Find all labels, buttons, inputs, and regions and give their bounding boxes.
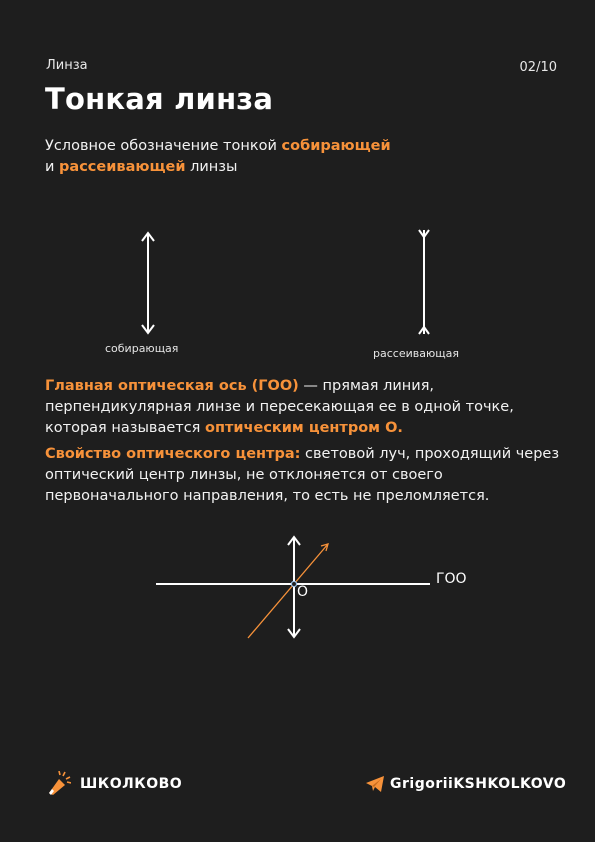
light-ray-line (248, 544, 328, 638)
intro-part-1: Условное обозначение тонкой (45, 138, 282, 154)
brand-name: ШКОЛКОВО (80, 776, 183, 792)
diverging-lens-label: рассеивающая (373, 347, 459, 360)
intro-text (45, 136, 545, 178)
page-title: Тонкая линза (45, 82, 274, 116)
optical-center-label: О (297, 584, 309, 600)
converging-lens-label: собирающая (105, 342, 179, 355)
topic-label: Линза (46, 58, 88, 73)
shkolkovo-logo-icon (45, 771, 71, 797)
converging-term: собирающей (281, 138, 391, 154)
telegram-icon (366, 776, 384, 792)
center-property (45, 444, 560, 507)
axis-text: — прямая линия, перпендикулярная линзе и пересекающая ее в одной точке, которая называется (45, 378, 514, 436)
intro-part-2: и (45, 159, 60, 175)
optical-center-point (291, 581, 296, 586)
diverging-term: рассеивающей (59, 159, 186, 175)
center-property-text: световой луч, проходящий через оптический центр линзы, не отклоняется от своего первоначального направления, то есть не преломляется. (45, 446, 560, 504)
axis-label: ГОО (436, 571, 467, 587)
center-term: оптическим центром О. (205, 420, 403, 436)
center-property-term: Свойство оптического центра: (45, 446, 301, 462)
converging-lens-icon (138, 228, 158, 338)
axis-term: Главная оптическая ось (ГОО) (45, 378, 299, 394)
page-number: 02/10 (519, 60, 557, 75)
axis-definition (45, 376, 560, 439)
intro-part-3: линзы (185, 159, 238, 175)
diverging-lens-icon (414, 226, 434, 338)
author-handle[interactable]: GrigoriiKSHKOLKOVO (390, 776, 567, 792)
